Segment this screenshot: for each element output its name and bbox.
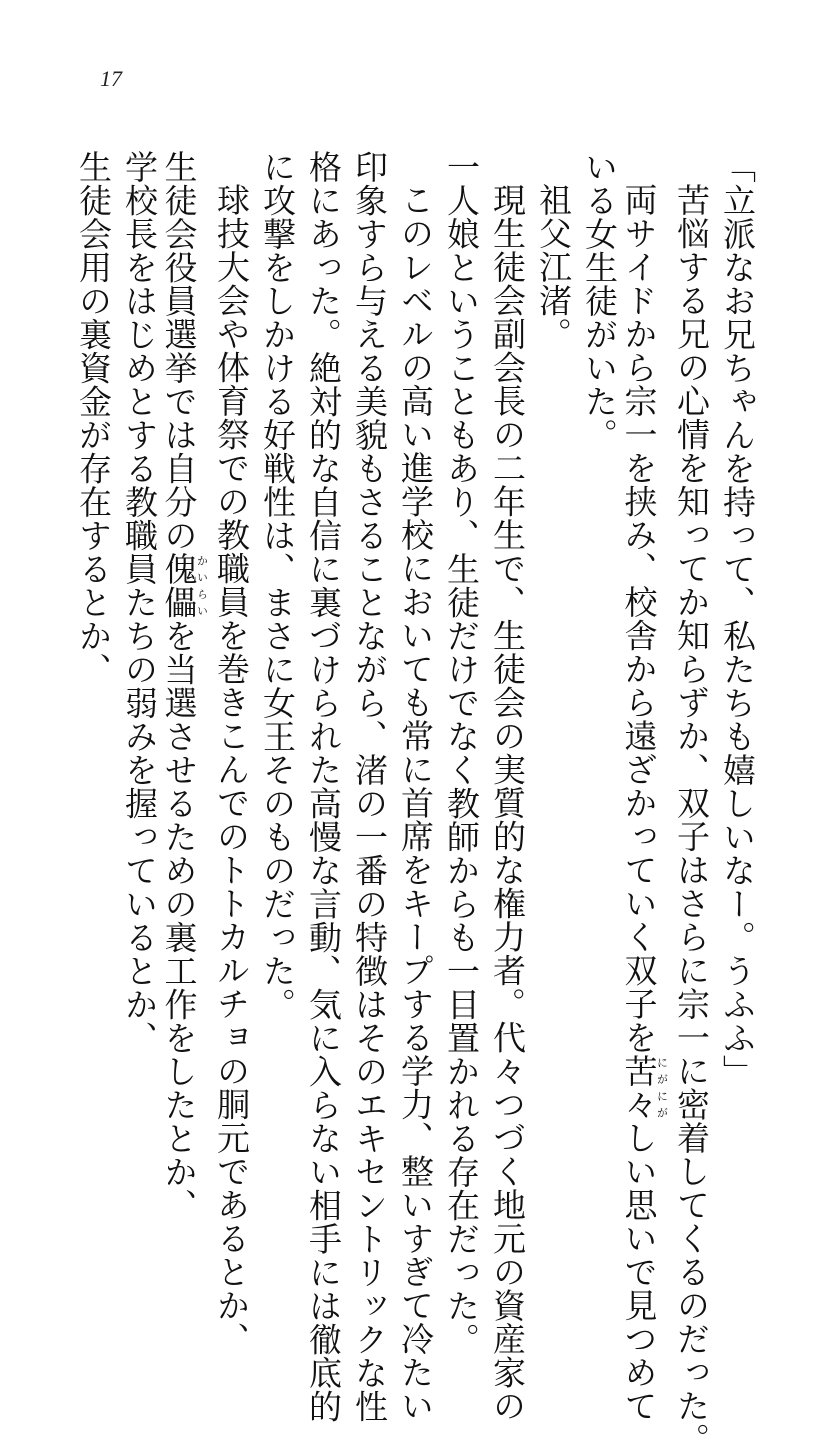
text-line: 一人娘ということもあり、生徒だけでなく教師からも一目置かれる存在だった。 <box>442 150 481 1356</box>
text-line: 両サイドから宗一を挟み、校舎から遠ざかっていく双子を苦々にがにがしい思いで見つめて <box>619 183 669 1423</box>
text-line: 祖父江渚。 <box>534 183 573 351</box>
text-line: いる女生徒がいた。 <box>580 150 619 452</box>
text-line: 生徒会用の裏資金が存在するとか、 <box>74 150 113 686</box>
page-number: 17 <box>100 66 122 91</box>
text-line: 生徒会役員選挙では自分の傀儡かいらいを当選させるための裏工作をしたとか、 <box>159 150 209 1222</box>
text-line: 印象すら与える美貌もさることながら、渚の一番の特徴はそのエキセントリックな性 <box>350 150 389 1423</box>
text-line: 「立派なお兄ちゃんを持って、私たちも嬉しいなー。うふふ」 <box>718 150 757 1088</box>
text-line: に攻撃をしかける好戦性は、まさに女王そのものだった。 <box>258 150 297 1021</box>
text-line: 球技大会や体育祭での教職員を巻きこんでのトトカルチョの胴元であるとか、 <box>212 183 251 1356</box>
ruby-annotation: 苦々にがにが <box>619 1054 669 1121</box>
ruby-annotation: 傀儡かいらい <box>159 552 209 619</box>
text-line: 苦悩する兄の心情を知ってか知らずか、双子はさらに宗一に密着してくるのだった。 <box>672 183 711 1456</box>
text-line: このレベルの高い進学校においても常に首席をキープする学力、整いすぎて冷たい <box>396 183 435 1423</box>
text-line: 学校長をはじめとする教職員たちの弱みを握っているとか、 <box>120 150 159 1055</box>
vertical-text-block <box>60 150 760 1456</box>
text-line: 現生徒会副会長の二年生で、生徒会の実質的な権力者。代々つづく地元の資産家の <box>488 183 527 1423</box>
text-line: 格にあった。絶対的な自信に裏づけられた高慢な言動、気に入らない相手には徹底的 <box>304 150 343 1423</box>
